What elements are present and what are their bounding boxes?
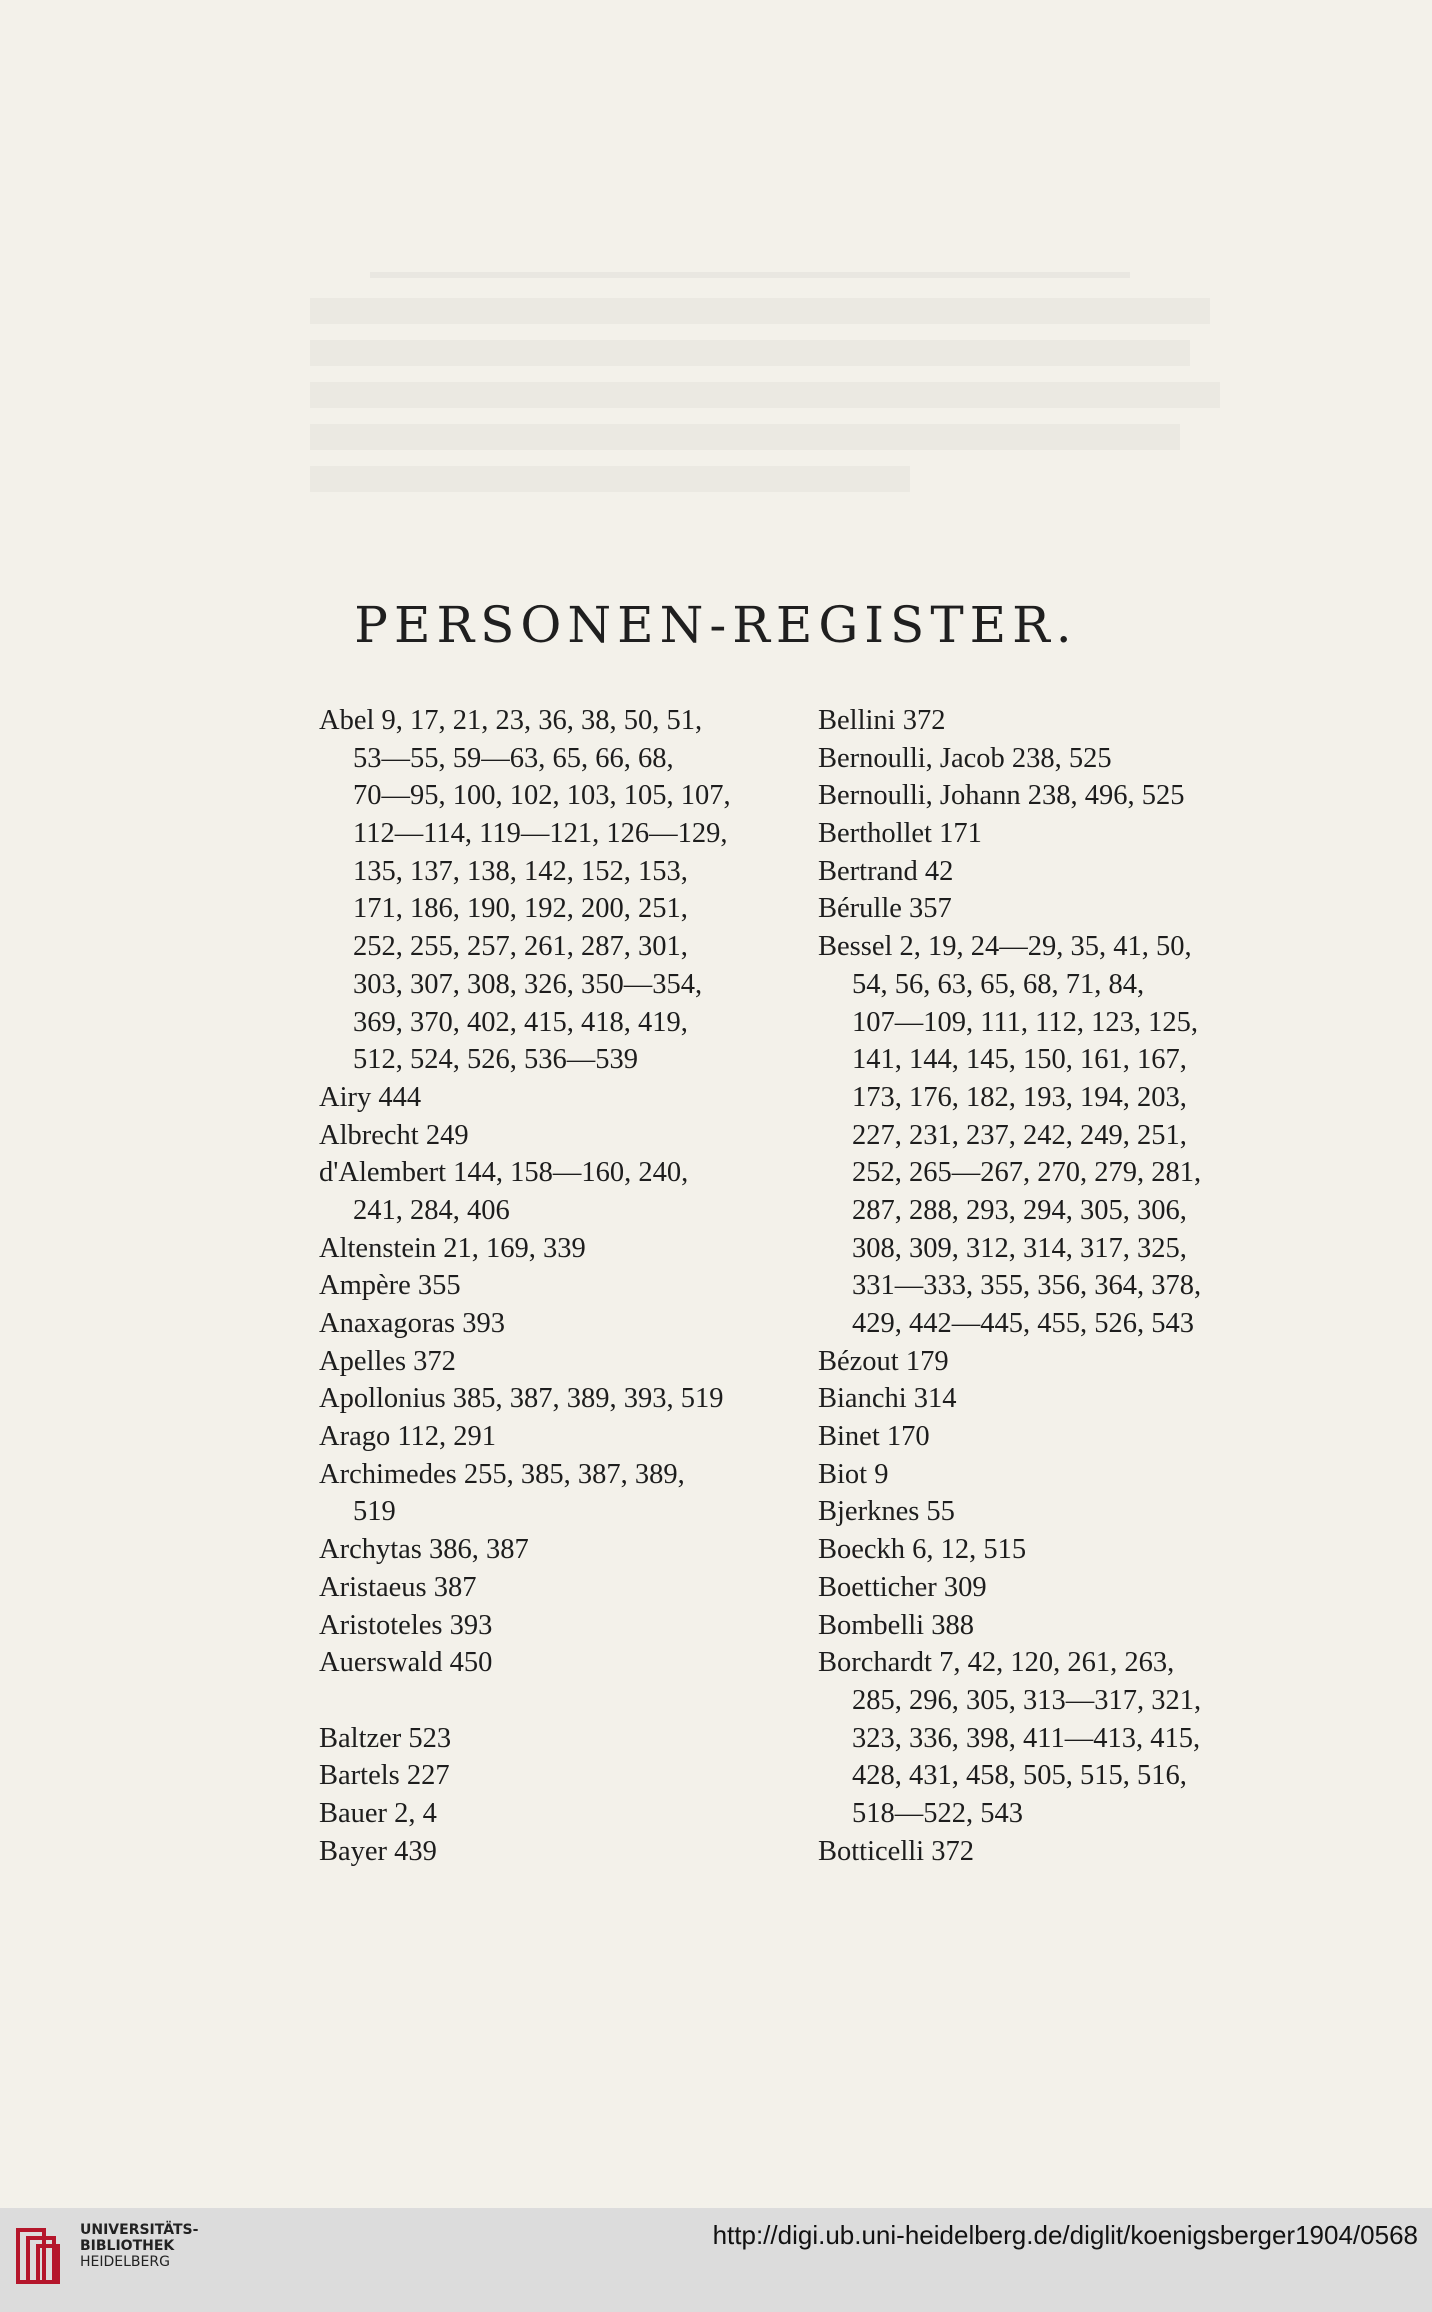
index-entry: Apollonius 385, 387, 389, 393, 519 [319, 1383, 724, 1415]
index-entry-continuation: 112—114, 119—121, 126—129, [353, 818, 728, 850]
index-entry: Borchardt 7, 42, 120, 261, 263, [818, 1647, 1175, 1679]
index-entry: Aristaeus 387 [319, 1571, 477, 1603]
index-entry: Bernoulli, Jacob 238, 525 [818, 742, 1112, 774]
index-entry-continuation: 331—333, 355, 356, 364, 378, [852, 1270, 1202, 1302]
index-entry: Bézout 179 [818, 1345, 949, 1377]
index-entry: Bertrand 42 [818, 855, 954, 887]
index-entry-continuation: 227, 231, 237, 242, 249, 251, [852, 1119, 1187, 1151]
index-entry-continuation: 252, 255, 257, 261, 287, 301, [353, 931, 688, 963]
index-entry: Biot 9 [818, 1458, 889, 1490]
index-entry: Airy 444 [319, 1081, 422, 1113]
index-entry-continuation: 241, 284, 406 [353, 1194, 510, 1226]
index-entry-continuation: 252, 265—267, 270, 279, 281, [852, 1157, 1202, 1189]
page-title: PERSONEN-REGISTER. [354, 596, 1078, 654]
index-entry-continuation: 107—109, 111, 112, 123, 125, [852, 1006, 1198, 1038]
index-entry-continuation: 323, 336, 398, 411—413, 415, [852, 1722, 1201, 1754]
index-entry: Baltzer 523 [319, 1722, 452, 1754]
index-entry: Bartels 227 [319, 1760, 450, 1792]
index-entry-continuation: 54, 56, 63, 65, 68, 71, 84, [852, 968, 1145, 1000]
index-entry: Bombelli 388 [818, 1609, 974, 1641]
index-entry-continuation: 308, 309, 312, 314, 317, 325, [852, 1232, 1187, 1264]
index-entry: Bianchi 314 [818, 1383, 957, 1415]
index-entry: Archimedes 255, 385, 387, 389, [319, 1458, 685, 1490]
index-entry: Botticelli 372 [818, 1835, 974, 1867]
index-entry: Aristoteles 393 [319, 1609, 493, 1641]
library-logo-text [80, 2222, 198, 2270]
index-entry-continuation: 512, 524, 526, 536—539 [353, 1044, 638, 1076]
index-entry-continuation: 53—55, 59—63, 65, 66, 68, [353, 742, 674, 774]
index-entry-continuation: 519 [353, 1496, 396, 1528]
index-entry: Arago 112, 291 [319, 1421, 497, 1453]
index-entry: Archytas 386, 387 [319, 1534, 529, 1566]
index-entry-continuation: 369, 370, 402, 415, 418, 419, [353, 1006, 688, 1038]
index-entry: Ampère 355 [319, 1270, 461, 1302]
index-entry-continuation: 135, 137, 138, 142, 152, 153, [353, 855, 688, 887]
index-entry-continuation: 141, 144, 145, 150, 161, 167, [852, 1044, 1187, 1076]
index-entry: Bellini 372 [818, 705, 946, 736]
index-entry: Abel 9, 17, 21, 23, 36, 38, 50, 51, [319, 705, 703, 736]
index-column-left [319, 702, 779, 1870]
logo-line-1: UNIVERSITÄTS- [80, 2222, 199, 2238]
index-entry: Auerswald 450 [319, 1647, 493, 1679]
index-entry-continuation: 303, 307, 308, 326, 350—354, [353, 968, 703, 1000]
index-entry: Bessel 2, 19, 24—29, 35, 41, 50, [818, 931, 1192, 963]
index-entry: Boeckh 6, 12, 515 [818, 1534, 1027, 1566]
index-entry-continuation: 171, 186, 190, 192, 200, 251, [353, 893, 688, 925]
index-entry: Bérulle 357 [818, 893, 952, 925]
index-entry-continuation: 518—522, 543 [852, 1797, 1023, 1829]
index-entry-continuation: 287, 288, 293, 294, 305, 306, [852, 1194, 1187, 1226]
index-entry: Binet 170 [818, 1421, 930, 1453]
index-spacer [319, 1682, 779, 1720]
index-entry: Berthollet 171 [818, 818, 982, 850]
index-entry: Bauer 2, 4 [319, 1797, 437, 1829]
index-entry: Albrecht 249 [319, 1119, 469, 1151]
index-entry: Apelles 372 [319, 1345, 456, 1377]
index-column-right [818, 702, 1278, 1870]
logo-line-2: BIBLIOTHEK [80, 2238, 175, 2254]
index-entry-continuation: 173, 176, 182, 193, 194, 203, [852, 1081, 1187, 1113]
index-entry-continuation: 285, 296, 305, 313—317, 321, [852, 1684, 1202, 1716]
index-entry: Bjerknes 55 [818, 1496, 955, 1528]
library-logo-icon [14, 2224, 62, 2288]
logo-line-3: HEIDELBERG [80, 2254, 170, 2270]
show-through-text [310, 230, 1260, 508]
index-entry: Bernoulli, Johann 238, 496, 525 [818, 780, 1185, 812]
index-entry: Anaxagoras 393 [319, 1308, 505, 1339]
index-entry: Bayer 439 [319, 1835, 437, 1867]
index-entry-continuation: 429, 442—445, 455, 526, 543 [852, 1308, 1194, 1339]
index-entry: Boetticher 309 [818, 1571, 987, 1603]
index-entry: d'Alembert 144, 158—160, 240, [319, 1157, 689, 1189]
index-entry: Altenstein 21, 169, 339 [319, 1232, 586, 1264]
index-entry-continuation: 428, 431, 458, 505, 515, 516, [852, 1760, 1187, 1792]
permalink-url[interactable]: http://digi.ub.uni-heidelberg.de/diglit/koenigsberger1904/0568 [712, 2220, 1418, 2250]
index-entry-continuation: 70—95, 100, 102, 103, 105, 107, [353, 780, 731, 812]
